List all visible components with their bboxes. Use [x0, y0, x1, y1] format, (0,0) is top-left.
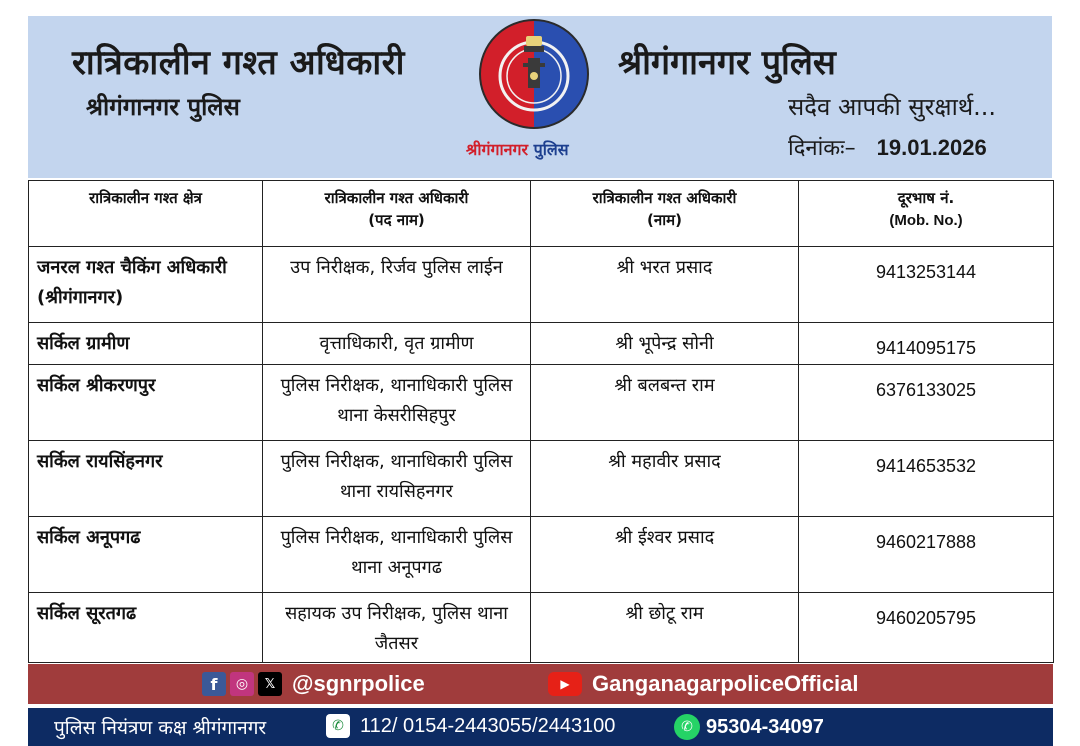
cell-area: सर्किल अनूपगढ: [29, 517, 263, 593]
whatsapp-icon: ✆: [674, 714, 700, 740]
contact-band: [28, 708, 1053, 746]
table-row: [29, 365, 1054, 441]
cell-rank: पुलिस निरीक्षक, थानाधिकारी पुलिस थाना केसरीसिहपुर: [263, 365, 531, 441]
table-row: [29, 517, 1054, 593]
date-label: दिनांकः–: [788, 136, 856, 161]
cell-phone: 9460217888: [799, 517, 1054, 593]
header-banner: [28, 16, 1052, 178]
cell-name: श्री महावीर प्रसाद: [531, 441, 799, 517]
header-title: रात्रिकालीन गश्त अधिकारी: [72, 43, 405, 83]
cell-phone: 9414653532: [799, 441, 1054, 517]
social-handle[interactable]: @sgnrpolice: [292, 671, 425, 696]
cell-phone: 6376133025: [799, 365, 1054, 441]
instagram-icon[interactable]: ◎: [230, 672, 254, 696]
phone-icon: ✆: [326, 714, 350, 738]
emblem-caption-red: श्रीगंगानगर: [466, 140, 529, 159]
cell-name: श्री छोटू राम: [531, 593, 799, 663]
social-band: [28, 664, 1053, 704]
cell-rank: पुलिस निरीक्षक, थानाधिकारी पुलिस थाना अनूपगढ: [263, 517, 531, 593]
emblem-caption: [466, 138, 569, 160]
table-row: [29, 593, 1054, 663]
header-title-right: श्रीगंगानगर पुलिस: [618, 43, 836, 83]
control-numbers-group: [326, 714, 615, 738]
cell-rank: उप निरीक्षक, रिर्जव पुलिस लाईन: [263, 247, 531, 323]
cell-area: सर्किल रायसिंहनगर: [29, 441, 263, 517]
social-handle-group[interactable]: [202, 670, 425, 698]
cell-area: सर्किल सूरतगढ: [29, 593, 263, 663]
header-tagline: सदैव आपकी सुरक्षार्थ...: [788, 93, 997, 121]
header-rank: रात्रिकालीन गश्त अधिकारी (पद नाम): [263, 181, 531, 247]
header-name: रात्रिकालीन गश्त अधिकारी (नाम): [531, 181, 799, 247]
control-numbers: 112/ 0154-2443055/2443100: [360, 714, 616, 737]
youtube-icon[interactable]: ▶: [548, 672, 582, 696]
whatsapp-number: 95304-34097: [706, 715, 824, 738]
cell-name: श्री भूपेन्द्र सोनी: [531, 323, 799, 365]
cell-name: श्री बलबन्त राम: [531, 365, 799, 441]
table-row: [29, 441, 1054, 517]
table-row: [29, 323, 1054, 365]
header-subtitle: श्रीगंगानगर पुलिस: [86, 93, 240, 121]
cell-name: श्री ईश्वर प्रसाद: [531, 517, 799, 593]
police-emblem-logo: [478, 18, 590, 130]
header-area: रात्रिकालीन गश्त क्षेत्र: [29, 181, 263, 247]
header-date: [788, 132, 987, 162]
whatsapp-group: [674, 714, 824, 740]
emblem-caption-blue: पुलिस: [533, 140, 569, 159]
date-value: 19.01.2026: [876, 135, 987, 160]
youtube-group[interactable]: [548, 670, 859, 698]
cell-area: सर्किल ग्रामीण: [29, 323, 263, 365]
header-phone: दूरभाष नं. (Mob. No.): [799, 181, 1054, 247]
cell-area: जनरल गश्त चैकिंग अधिकारी (श्रीगंगानगर): [29, 247, 263, 323]
facebook-icon[interactable]: f: [202, 672, 226, 696]
cell-area: सर्किल श्रीकरणपुर: [29, 365, 263, 441]
cell-phone: 9414095175: [799, 323, 1054, 365]
night-patrol-table: [28, 180, 1054, 663]
cell-rank: सहायक उप निरीक्षक, पुलिस थाना जैतसर: [263, 593, 531, 663]
youtube-channel[interactable]: GanganagarpoliceOfficial: [592, 671, 859, 696]
cell-phone: 9460205795: [799, 593, 1054, 663]
table-header-row: [29, 181, 1054, 247]
control-room-label: पुलिस नियंत्रण कक्ष श्रीगंगानगर: [54, 717, 267, 739]
cell-phone: 9413253144: [799, 247, 1054, 323]
cell-rank: पुलिस निरीक्षक, थानाधिकारी पुलिस थाना रायसिहनगर: [263, 441, 531, 517]
cell-rank: वृत्ताधिकारी, वृत ग्रामीण: [263, 323, 531, 365]
table-row: [29, 247, 1054, 323]
cell-name: श्री भरत प्रसाद: [531, 247, 799, 323]
x-icon[interactable]: 𝕏: [258, 672, 282, 696]
